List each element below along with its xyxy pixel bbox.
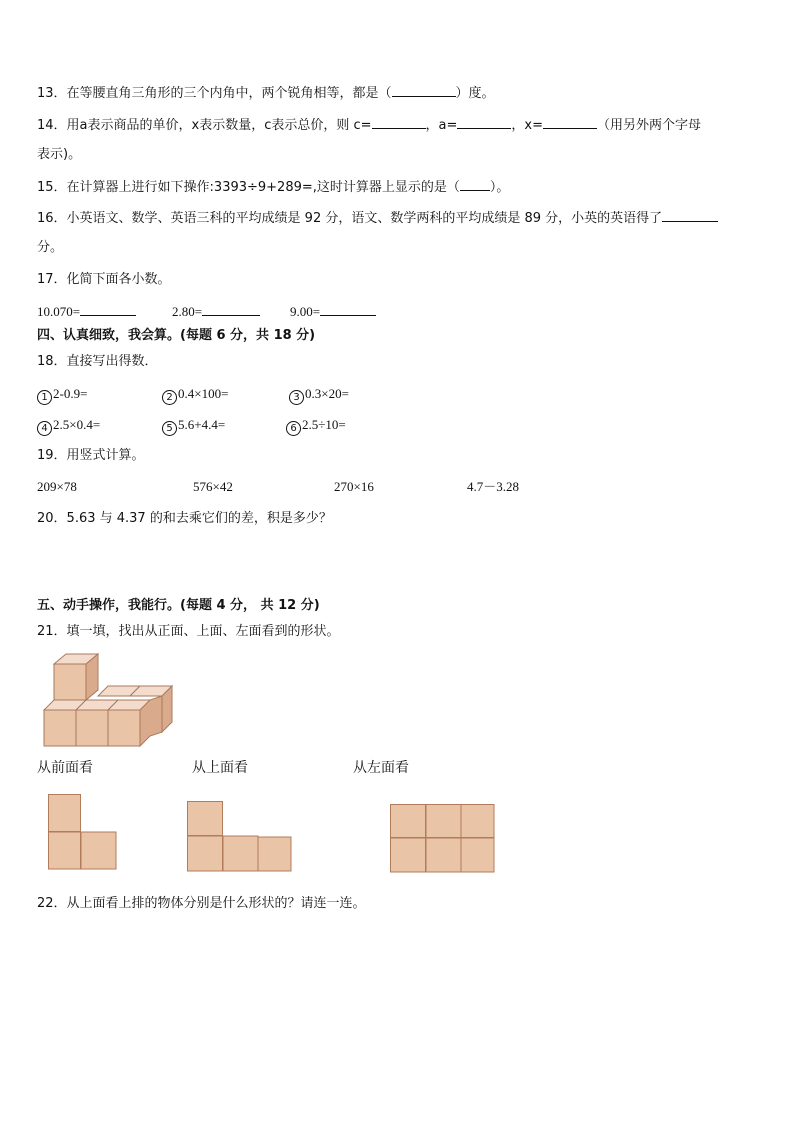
question-14-continued: 表示)。 (37, 147, 82, 162)
square-cell (426, 838, 461, 872)
mental-math-item: 2 0.4×100= (162, 386, 228, 405)
square-cell (188, 802, 223, 836)
answer-blank[interactable] (320, 303, 376, 316)
view-caption-front: 从前面看 (37, 760, 93, 776)
mental-math-item: 5 5.6+4.4= (162, 417, 225, 436)
mental-math-item: 4 2.5×0.4= (37, 417, 100, 436)
answer-blank[interactable] (457, 116, 511, 129)
cube-face (108, 710, 140, 746)
question-22: 22．从上面看上排的物体分别是什么形状的？请连一连。 (37, 896, 366, 911)
answer-blank[interactable] (460, 178, 490, 191)
mental-math-item: 1 2-0.9= (37, 386, 87, 405)
question-15: 15．在计算器上进行如下操作:3393÷9+289=,这时计算器上显示的是（ ）。 (37, 180, 510, 195)
square-cell (223, 836, 258, 871)
question-18: 18．直接写出得数． (37, 354, 158, 369)
cube-face (54, 664, 86, 700)
square-cell (188, 836, 223, 871)
mental-math-item: 6 2.5÷10= (286, 417, 346, 436)
circled-number: 1 (37, 390, 52, 405)
square-cell (461, 805, 494, 838)
answer-blank[interactable] (202, 303, 260, 316)
vertical-calc-item: 209×78 (37, 479, 77, 494)
view-caption-top: 从上面看 (192, 760, 248, 776)
question-19: 19．用竖式计算。 (37, 448, 145, 463)
section-5-heading: 五、动手操作，我能行。(每题 4 分， 共 12 分) (37, 598, 320, 613)
left-view-shape (390, 804, 500, 876)
top-view-shape (187, 801, 297, 876)
section-4-heading: 四、认真细致，我会算。(每题 6 分，共 18 分) (37, 328, 316, 343)
simplify-item: 10.070= (37, 303, 136, 320)
vertical-calc-item: 270×16 (334, 479, 374, 494)
vertical-calc-item: 4.7－3.28 (467, 479, 520, 494)
square-cell (258, 837, 291, 871)
square-cell (391, 805, 426, 838)
square-cell (49, 795, 81, 832)
question-14: 14．用a表示商品的单价，x表示数量，c表示总价，则 c= ，a= ，x= （用另外两个字母 (37, 118, 701, 133)
square-cell (461, 838, 494, 872)
view-caption-left: 从左面看 (353, 760, 409, 776)
answer-blank[interactable] (80, 303, 136, 316)
cube-stack-illustration (40, 652, 180, 752)
circled-number: 2 (162, 390, 177, 405)
answer-blank[interactable] (543, 116, 597, 129)
front-view-shape (48, 794, 128, 874)
answer-blank[interactable] (662, 209, 718, 222)
answer-blank[interactable] (372, 116, 426, 129)
cube-face (44, 710, 76, 746)
question-16: 16．小英语文、数学、英语三科的平均成绩是 92 分，语文、数学两科的平均成绩是 89 分，小英的英语得了 (37, 209, 718, 227)
answer-blank[interactable] (392, 84, 456, 97)
simplify-item: 2.80= (172, 303, 260, 320)
cube-face (76, 710, 108, 746)
circled-number: 4 (37, 421, 52, 436)
question-13: 13．在等腰直角三角形的三个内角中，两个锐角相等，都是（ ）度。 (37, 86, 495, 101)
question-16-continued: 分。 (37, 240, 64, 255)
circled-number: 6 (286, 421, 301, 436)
mental-math-item: 3 0.3×20= (289, 386, 349, 405)
question-21: 21．填一填，找出从正面、上面、左面看到的形状。 (37, 624, 340, 639)
simplify-item: 9.00= (290, 303, 376, 320)
square-cell (426, 805, 461, 838)
square-cell (391, 838, 426, 872)
circled-number: 5 (162, 421, 177, 436)
vertical-calc-item: 576×42 (193, 479, 233, 494)
circled-number: 3 (289, 390, 304, 405)
question-17: 17．化简下面各小数。 (37, 272, 171, 287)
square-cell (81, 832, 116, 869)
square-cell (49, 832, 81, 869)
question-20: 20．5.63 与 4.37 的和去乘它们的差，积是多少？ (37, 511, 332, 526)
